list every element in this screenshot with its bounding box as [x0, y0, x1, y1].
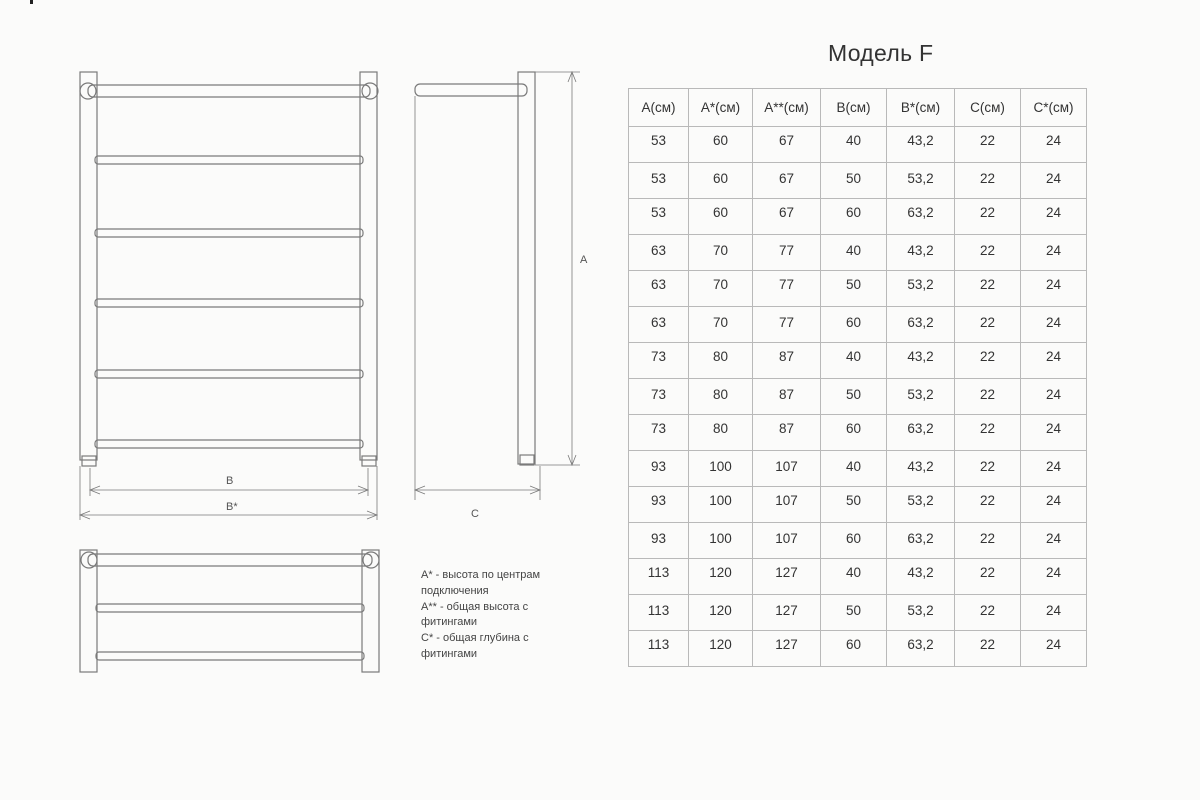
table-cell: 24: [1021, 487, 1087, 523]
table-cell: 50: [821, 487, 887, 523]
note-c-star: C* - общая глубина с фитингами: [421, 632, 529, 660]
page-title: Модель F: [828, 40, 934, 66]
table-cell: 22: [955, 523, 1021, 559]
table-row: [629, 271, 1087, 307]
table-row: [629, 487, 1087, 523]
table-row: [629, 307, 1087, 343]
table-cell: 22: [955, 559, 1021, 595]
table-cell: 60: [821, 307, 887, 343]
side-view: [415, 72, 580, 500]
top-view: [80, 550, 379, 672]
top-bar: [88, 85, 370, 97]
table-cell: 127: [753, 559, 821, 595]
table-cell: 53,2: [887, 487, 955, 523]
table-cell: 24: [1021, 523, 1087, 559]
table-cell: 22: [955, 487, 1021, 523]
table-cell: 24: [1021, 199, 1087, 235]
table-cell: 24: [1021, 451, 1087, 487]
table-cell: 120: [689, 631, 753, 667]
col-header: A(см): [629, 89, 689, 127]
table-row: [629, 127, 1087, 163]
table-cell: 40: [821, 127, 887, 163]
left-upright: [80, 72, 97, 460]
table-cell: 113: [629, 559, 689, 595]
table-cell: 53,2: [887, 595, 955, 631]
col-header: A**(см): [753, 89, 821, 127]
col-header: B*(см): [887, 89, 955, 127]
table-row: [629, 379, 1087, 415]
table-cell: 60: [689, 199, 753, 235]
table-cell: 63,2: [887, 307, 955, 343]
table-cell: 70: [689, 235, 753, 271]
label-c: C: [471, 508, 479, 520]
table-cell: 77: [753, 307, 821, 343]
table-cell: 22: [955, 451, 1021, 487]
table-cell: 67: [753, 163, 821, 199]
front-view: [80, 72, 378, 520]
table-cell: 22: [955, 343, 1021, 379]
table-cell: 77: [753, 271, 821, 307]
table-cell: 50: [821, 271, 887, 307]
table-cell: 43,2: [887, 343, 955, 379]
table-cell: 113: [629, 631, 689, 667]
table-cell: 22: [955, 235, 1021, 271]
right-fitting: [362, 456, 376, 466]
table-cell: 63,2: [887, 523, 955, 559]
table-cell: 60: [689, 163, 753, 199]
table-cell: 93: [629, 523, 689, 559]
top-view-bar: [88, 554, 372, 566]
table-cell: 53: [629, 127, 689, 163]
side-top-bar: [415, 84, 527, 96]
table-cell: 43,2: [887, 559, 955, 595]
notes: [421, 568, 571, 663]
table-cell: 80: [689, 415, 753, 451]
table-cell: 63: [629, 271, 689, 307]
table-cell: 80: [689, 343, 753, 379]
table-cell: 24: [1021, 415, 1087, 451]
table-cell: 100: [689, 451, 753, 487]
table-cell: 107: [753, 451, 821, 487]
table-cell: 22: [955, 631, 1021, 667]
table-cell: 73: [629, 343, 689, 379]
table-cell: 22: [955, 163, 1021, 199]
table-cell: 127: [753, 595, 821, 631]
table-cell: 87: [753, 343, 821, 379]
table-cell: 22: [955, 415, 1021, 451]
label-a: A: [580, 254, 588, 266]
table-cell: 63,2: [887, 631, 955, 667]
table-cell: 40: [821, 451, 887, 487]
table-cell: 43,2: [887, 451, 955, 487]
col-header: C*(см): [1021, 89, 1087, 127]
table-header-row: [629, 89, 1087, 127]
table-cell: 24: [1021, 307, 1087, 343]
table-cell: 53: [629, 163, 689, 199]
table-cell: 73: [629, 379, 689, 415]
table-cell: 100: [689, 487, 753, 523]
top-view-cap: [81, 552, 97, 568]
table-cell: 50: [821, 595, 887, 631]
table-cell: 53: [629, 199, 689, 235]
table-cell: 60: [821, 523, 887, 559]
table-cell: 40: [821, 559, 887, 595]
table-row: [629, 451, 1087, 487]
table-cell: 87: [753, 415, 821, 451]
table-cell: 22: [955, 595, 1021, 631]
table-cell: 53,2: [887, 271, 955, 307]
label-b: B: [226, 475, 234, 487]
table-cell: 70: [689, 307, 753, 343]
table-cell: 24: [1021, 631, 1087, 667]
table-cell: 22: [955, 307, 1021, 343]
table-cell: 43,2: [887, 235, 955, 271]
table-cell: 24: [1021, 127, 1087, 163]
table-cell: 22: [955, 271, 1021, 307]
crossbar: [95, 370, 363, 378]
table-cell: 63: [629, 307, 689, 343]
col-header: C(см): [955, 89, 1021, 127]
table-cell: 63: [629, 235, 689, 271]
top-view-cap: [363, 552, 379, 568]
table-row: [629, 631, 1087, 667]
table-cell: 113: [629, 595, 689, 631]
table-cell: 107: [753, 523, 821, 559]
dimensions-table: [628, 88, 1087, 667]
table-cell: 107: [753, 487, 821, 523]
table-cell: 50: [821, 163, 887, 199]
table-cell: 40: [821, 343, 887, 379]
table-cell: 70: [689, 271, 753, 307]
table-cell: 77: [753, 235, 821, 271]
left-fitting: [82, 456, 96, 466]
table-cell: 53,2: [887, 379, 955, 415]
table-cell: 24: [1021, 235, 1087, 271]
table-cell: 60: [821, 199, 887, 235]
table-row: [629, 559, 1087, 595]
table-body: [629, 127, 1087, 667]
table-row: [629, 595, 1087, 631]
crossbar: [95, 229, 363, 237]
table-row: [629, 235, 1087, 271]
table-cell: 63,2: [887, 199, 955, 235]
table-cell: 22: [955, 199, 1021, 235]
crossbar: [95, 440, 363, 448]
table-row: [629, 199, 1087, 235]
table-cell: 120: [689, 559, 753, 595]
table-cell: 60: [689, 127, 753, 163]
table-cell: 24: [1021, 595, 1087, 631]
top-view-crossbar: [96, 604, 364, 612]
table-row: [629, 415, 1087, 451]
table-cell: 60: [821, 631, 887, 667]
table-cell: 43,2: [887, 127, 955, 163]
table-cell: 63,2: [887, 415, 955, 451]
table-cell: 127: [753, 631, 821, 667]
table-cell: 24: [1021, 559, 1087, 595]
table-cell: 40: [821, 235, 887, 271]
table-row: [629, 523, 1087, 559]
table-cell: 67: [753, 199, 821, 235]
label-b-star: B*: [226, 501, 238, 513]
col-header: A*(см): [689, 89, 753, 127]
table-cell: 24: [1021, 379, 1087, 415]
table-cell: 93: [629, 487, 689, 523]
note-a-star: A* - высота по центрам подключения: [421, 569, 541, 597]
table-cell: 24: [1021, 271, 1087, 307]
table-cell: 93: [629, 451, 689, 487]
table-cell: 100: [689, 523, 753, 559]
top-view-crossbar: [96, 652, 364, 660]
col-header: B(см): [821, 89, 887, 127]
table-cell: 24: [1021, 343, 1087, 379]
table-cell: 50: [821, 379, 887, 415]
table-cell: 53,2: [887, 163, 955, 199]
table-cell: 22: [955, 127, 1021, 163]
table-cell: 67: [753, 127, 821, 163]
crossbar: [95, 299, 363, 307]
table-row: [629, 343, 1087, 379]
table-row: [629, 163, 1087, 199]
note-a-double-star: A** - общая высота с фитингами: [421, 600, 529, 629]
table-cell: 120: [689, 595, 753, 631]
table-cell: 24: [1021, 163, 1087, 199]
side-upright: [518, 72, 535, 464]
table-cell: 73: [629, 415, 689, 451]
table-cell: 87: [753, 379, 821, 415]
table-cell: 80: [689, 379, 753, 415]
right-upright: [360, 72, 377, 460]
table-cell: 22: [955, 379, 1021, 415]
crossbar: [95, 156, 363, 164]
table-cell: 60: [821, 415, 887, 451]
